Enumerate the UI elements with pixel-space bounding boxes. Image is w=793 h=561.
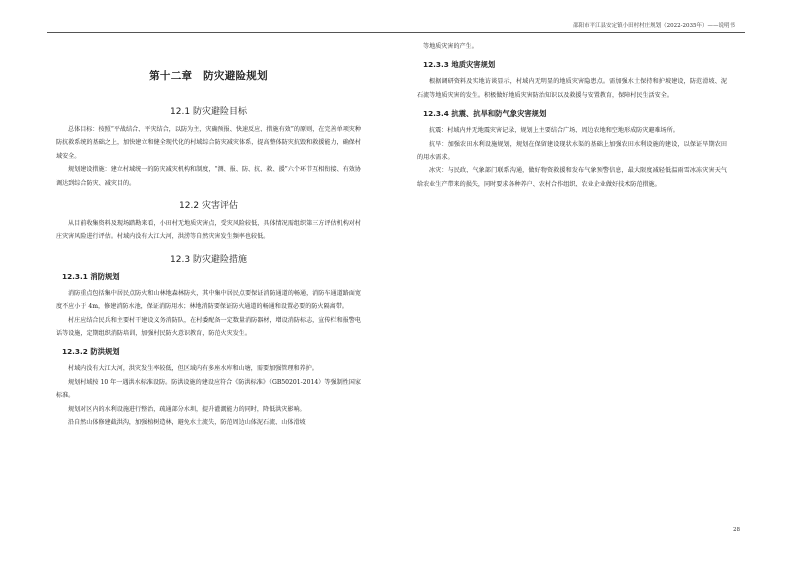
paragraph: 根据调研资料及实地访谈显示，村域内无明显的地质灾害隐患点。需加强水土保持和护坡建设，防范滑坡、泥石流等地质灾害的发生。积极做好地质灾害防治知识以及救援与安置教育，保障村民生活安全。: [417, 78, 727, 99]
paragraph: 村域内没有大江大河，洪灾发生率较低，但区域内有多座水库和山塘，需要加强管理和养护。: [68, 365, 318, 373]
continued-paragraph: 等地质灾害的产生。: [423, 43, 478, 50]
section-12-1-title: 12.1 防灾避险目标: [170, 107, 247, 117]
section-12-3-title: 12.3 防灾避险措施: [170, 254, 247, 265]
paragraph: 规划村域按 10 年一遇洪水标准设防。防洪设施的建设应符合《防洪标准》（GB50201-2014）等强制性国家标准。: [56, 378, 361, 400]
running-header: 邵阳市平江县安定镇小田村村庄规划（2022-2035年）——说明书: [573, 23, 735, 29]
left-column: [56, 40, 361, 521]
paragraph: 沿自然山体修建截洪沟，加强植树造林，避免水土流失，防范周边山体泥石流、山体滑坡: [68, 419, 306, 427]
paragraph: 抗旱：加强农田水利设施规划，规划在保留建设现状水渠的基础上加强农田水利设施的建设，以保证旱期农田的用水需求。: [417, 140, 727, 162]
paragraph: 消防重点包括集中居民点防火和山林地森林防火，其中集中居民点要保证消防通道的畅通，消防车通道路面宽度不应小于 4m，修建消防水池，保证消防用水；林地消防要保证防火通道的畅通和设置必要的防火隔离带。: [56, 289, 361, 311]
subsection-12-3-2-title: 12.3.2 防洪规划: [62, 347, 120, 357]
chapter-title: 第十二章 防灾避险规划: [149, 70, 268, 82]
header-rule: [47, 32, 745, 33]
paragraph: 从目前收集资料及现场踏勘来看，小田村无地质灾害点，受灾风险较低，具体情况需组织第三方评估机构对村庄灾害风险进行评估。村域内没有大江大河，洪涝等自然灾害发生频率也较低。: [56, 220, 361, 241]
page-number: 28: [733, 527, 740, 533]
subsection-12-3-1-title: 12.3.1 消防规划: [62, 271, 120, 281]
right-column: [417, 40, 727, 521]
paragraph: 冰灾：与民政、气象部门联系沟通，做好物资救援和发布气象预警信息，最大限度减轻低温雨雪冰冻灾害天气给农业生产带来的损失，同时要求各种养户、农村合作组织、农业企业做好技术防范措施。: [417, 167, 727, 188]
paragraph: 规划对区内的水利设施进行整治，疏通部分水圳，提升灌溉能力的同时，降低洪灾影响。: [68, 405, 306, 413]
subsection-12-3-4-title: 12.3.4 抗震、抗旱和防气象灾害规划: [423, 109, 547, 119]
subsection-12-3-3-title: 12.3.3 地质灾害规划: [423, 60, 496, 70]
paragraph: 抗震：村域内并无地震灾害记录，规划上主要结合广场、周边农地和空地形成防灾避难场所。: [429, 127, 679, 135]
section-12-2-title: 12.2 灾害评估: [179, 201, 238, 212]
paragraph: 总体目标：按照“平战结合、平灾结合，以防为主，灾确预报、快速反应、措施有效”的原则，在完善单项灾种防抗救系统的基础之上，加快建立和健全现代化的村域综合防灾减灾体系，提高整体防灾抗毁和救援能力，确保村域安全。: [56, 126, 361, 160]
paragraph: 规划建设措施：建立村域统一的防灾减灾机构和制度，“测、报、防、抗、救、援”六个环节互相衔接、有效协调达到综合防灾、减灾目的。: [56, 166, 361, 187]
paragraph: 村庄应结合民兵和主要村干建设义务消防队，在村委配备一定数量消防器材，增设消防标志，宣传栏和报警电话等设施，定期组织消防培训，加强村民防火意识教育，防范火灾发生。: [56, 316, 361, 338]
